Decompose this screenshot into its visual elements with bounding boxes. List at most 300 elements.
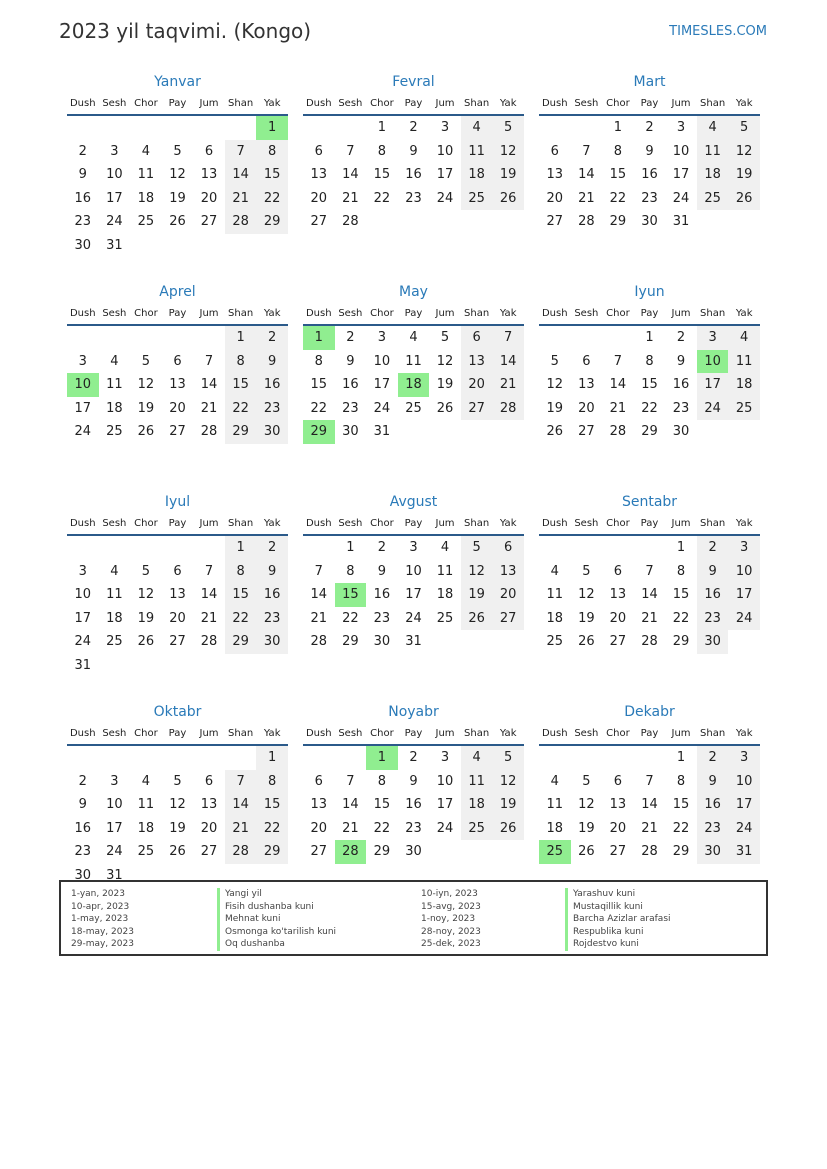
empty-cell — [492, 420, 524, 444]
weekday-label: Sesh — [574, 518, 599, 529]
day-cell: 6 — [550, 143, 559, 159]
weekday-label: Sesh — [574, 728, 599, 739]
empty-cell — [728, 210, 760, 234]
day-cell: 24 — [436, 190, 454, 206]
legend-col1-names — [217, 888, 336, 951]
legend-name: Rojdestvo kuni — [565, 938, 671, 951]
day-cell: 1 — [676, 540, 686, 555]
day-cell: 16 — [641, 167, 658, 183]
day-cell: 6 — [173, 563, 182, 579]
day-cell: 1 — [225, 326, 257, 350]
weekday-label: Yak — [499, 518, 517, 529]
calendar-grid — [67, 72, 760, 912]
day-cell: 23 — [256, 607, 288, 631]
day-cell: 3 — [78, 563, 87, 579]
weekday-label: Sesh — [102, 308, 127, 319]
day-cell: 29 — [641, 424, 658, 440]
empty-cell — [162, 654, 194, 678]
day-cell: 24 — [436, 820, 454, 836]
weekday-label: Shan — [700, 308, 726, 319]
day-cell: 18 — [697, 163, 729, 187]
day-cell: 28 — [342, 214, 359, 230]
day-cell: 6 — [582, 353, 591, 369]
empty-cell — [429, 420, 461, 444]
empty-cell — [193, 746, 225, 770]
weekday-label: Yak — [499, 308, 517, 319]
day-cell: 10 — [74, 587, 92, 603]
day-cell: 3 — [377, 330, 387, 345]
day-cell: 28 — [609, 424, 627, 440]
weekday-label: Sesh — [574, 308, 599, 319]
day-cell: 20 — [461, 373, 493, 397]
day-cell: 10 — [106, 797, 123, 813]
day-cell: 8 — [256, 770, 288, 794]
day-cell: 5 — [492, 116, 524, 140]
day-grid — [539, 116, 760, 234]
empty-cell — [398, 210, 430, 234]
day-cell: 2 — [676, 330, 686, 345]
weekday-label: Chor — [370, 518, 394, 529]
empty-cell — [539, 536, 571, 560]
day-cell: 30 — [405, 844, 422, 860]
weekday-label: Dush — [69, 98, 96, 109]
empty-cell — [130, 536, 162, 560]
weekday-label: Dush — [541, 308, 568, 319]
day-cell: 17 — [74, 610, 92, 626]
day-cell: 19 — [728, 163, 760, 187]
day-cell: 16 — [672, 377, 690, 393]
day-cell: 20 — [609, 820, 627, 836]
empty-cell — [225, 746, 257, 770]
day-cell: 20 — [546, 190, 564, 206]
day-cell: 13 — [546, 167, 564, 183]
day-cell: 15 — [256, 793, 288, 817]
day-cell: 11 — [106, 587, 123, 603]
day-cell: 31 — [106, 867, 123, 883]
day-cell: 23 — [697, 817, 729, 841]
day-cell: 14 — [641, 587, 658, 603]
day-cell: 15 — [672, 797, 690, 813]
legend-col2-dates — [421, 888, 481, 951]
day-cell: 10 — [373, 353, 391, 369]
weekday-label: Pay — [404, 98, 423, 109]
legend-date: 18-may, 2023 — [71, 926, 134, 937]
empty-cell — [492, 630, 524, 654]
day-cell: 27 — [169, 634, 186, 650]
day-cell: 15 — [256, 163, 288, 187]
day-cell: 10 — [728, 770, 760, 794]
day-cell: 17 — [697, 373, 729, 397]
weekday-label: Chor — [370, 728, 394, 739]
month-iyun — [539, 282, 760, 492]
empty-cell — [602, 536, 634, 560]
day-cell: 11 — [436, 563, 454, 579]
weekday-label: Dush — [541, 518, 568, 529]
weekday-label: Yak — [263, 308, 281, 319]
day-cell: 13 — [609, 587, 627, 603]
day-cell: 25 — [697, 187, 729, 211]
month-may — [303, 282, 524, 492]
weekday-label: Shan — [700, 98, 726, 109]
empty-cell — [461, 420, 493, 444]
day-cell: 26 — [728, 187, 760, 211]
legend-date: 15-avg, 2023 — [421, 901, 481, 912]
day-cell: 1 — [225, 536, 257, 560]
day-cell: 30 — [641, 214, 658, 230]
day-cell: 29 — [303, 420, 335, 444]
day-cell: 15 — [335, 583, 367, 607]
day-cell: 1 — [377, 120, 387, 135]
weekday-label: Jum — [199, 308, 219, 319]
day-cell: 7 — [645, 563, 654, 579]
day-cell: 10 — [672, 143, 690, 159]
day-cell: 8 — [613, 143, 623, 159]
day-cell: 9 — [409, 773, 418, 789]
day-cell: 7 — [346, 773, 355, 789]
day-cell: 10 — [697, 350, 729, 374]
day-cell: 15 — [225, 373, 257, 397]
month-aprel — [67, 282, 288, 492]
day-cell: 16 — [373, 587, 391, 603]
weekday-label: Pay — [168, 308, 187, 319]
empty-cell — [728, 630, 760, 654]
day-cell: 14 — [310, 587, 328, 603]
day-cell: 7 — [645, 773, 654, 789]
day-cell: 5 — [492, 746, 524, 770]
empty-cell — [130, 326, 162, 350]
day-cell: 1 — [256, 746, 288, 770]
day-cell: 4 — [461, 116, 493, 140]
day-cell: 4 — [409, 330, 418, 345]
day-cell: 20 — [578, 400, 595, 416]
empty-cell — [99, 746, 131, 770]
day-cell: 25 — [106, 424, 123, 440]
weekday-label: Shan — [464, 98, 490, 109]
day-cell: 27 — [546, 214, 564, 230]
weekday-label: Yak — [499, 728, 517, 739]
legend-col1-dates — [71, 888, 134, 951]
day-cell: 4 — [461, 746, 493, 770]
day-cell: 28 — [225, 840, 257, 864]
legend-name: Oq dushanba — [217, 938, 336, 951]
day-cell: 5 — [550, 353, 559, 369]
empty-cell — [303, 746, 335, 770]
day-cell: 2 — [256, 326, 288, 350]
empty-cell — [130, 234, 162, 258]
day-cell: 28 — [492, 397, 524, 421]
day-cell: 3 — [110, 143, 119, 159]
day-cell: 8 — [377, 773, 387, 789]
day-cell: 18 — [436, 587, 454, 603]
day-cell: 23 — [74, 214, 92, 230]
day-cell: 31 — [106, 237, 123, 253]
empty-cell — [429, 840, 461, 864]
day-cell: 22 — [641, 400, 658, 416]
day-cell: 2 — [377, 540, 387, 555]
month-sentabr — [539, 492, 760, 702]
day-cell: 17 — [728, 583, 760, 607]
day-cell: 24 — [697, 397, 729, 421]
day-cell: 18 — [137, 820, 155, 836]
weekday-label: Pay — [168, 728, 187, 739]
day-grid — [303, 326, 524, 444]
day-cell: 4 — [550, 773, 559, 789]
day-cell: 5 — [173, 143, 182, 159]
day-cell: 19 — [137, 400, 155, 416]
empty-cell — [67, 326, 99, 350]
weekday-label: Yak — [499, 98, 517, 109]
weekday-label: Jum — [435, 98, 455, 109]
day-cell: 21 — [225, 187, 257, 211]
day-cell: 10 — [728, 560, 760, 584]
day-cell: 26 — [492, 817, 524, 841]
day-cell: 5 — [141, 563, 151, 579]
day-cell: 14 — [578, 167, 595, 183]
legend-date: 10-iyn, 2023 — [421, 889, 478, 899]
day-grid — [303, 746, 524, 864]
day-cell: 23 — [672, 400, 690, 416]
day-cell: 7 — [492, 326, 524, 350]
day-cell: 9 — [377, 563, 387, 579]
day-cell: 20 — [310, 820, 328, 836]
day-cell: 3 — [697, 326, 729, 350]
day-cell: 21 — [578, 190, 595, 206]
brand-link[interactable]: TIMESLES.COM — [669, 24, 767, 39]
empty-cell — [130, 746, 162, 770]
day-cell: 14 — [342, 797, 359, 813]
month-title: Mart — [633, 74, 666, 90]
day-cell: 25 — [436, 610, 454, 626]
day-cell: 9 — [346, 353, 355, 369]
day-cell: 18 — [398, 373, 430, 397]
day-cell: 20 — [609, 610, 627, 626]
day-cell: 21 — [492, 373, 524, 397]
day-cell: 1 — [366, 746, 398, 770]
weekday-label: Dush — [305, 98, 332, 109]
day-grid — [67, 116, 288, 258]
day-cell: 21 — [609, 400, 627, 416]
month-title: Oktabr — [153, 704, 202, 720]
empty-cell — [225, 234, 257, 258]
legend-date: 1-may, 2023 — [71, 914, 129, 924]
weekday-label: Chor — [370, 98, 394, 109]
weekday-label: Chor — [134, 518, 158, 529]
weekday-label: Jum — [671, 728, 691, 739]
day-cell: 10 — [106, 167, 123, 183]
weekday-label: Dush — [305, 518, 332, 529]
weekday-label: Chor — [606, 518, 630, 529]
empty-cell — [67, 746, 99, 770]
weekday-label: Dush — [305, 728, 332, 739]
day-cell: 3 — [409, 540, 418, 555]
day-cell: 29 — [225, 420, 257, 444]
day-cell: 8 — [645, 353, 654, 369]
month-title: Dekabr — [624, 704, 675, 720]
day-cell: 13 — [461, 350, 493, 374]
weekday-label: Yak — [263, 518, 281, 529]
legend-date: 29-may, 2023 — [71, 939, 134, 949]
day-cell: 25 — [539, 840, 571, 864]
day-cell: 10 — [436, 773, 454, 789]
day-cell: 18 — [728, 373, 760, 397]
day-cell: 10 — [67, 373, 99, 397]
month-avgust — [303, 492, 524, 702]
empty-cell — [398, 420, 430, 444]
weekday-label: Sesh — [338, 518, 363, 529]
day-cell: 12 — [137, 377, 155, 393]
weekday-label: Jum — [199, 728, 219, 739]
weekday-label: Sesh — [102, 98, 127, 109]
day-cell: 14 — [641, 797, 658, 813]
empty-cell — [303, 116, 335, 140]
day-cell: 5 — [440, 330, 450, 345]
day-cell: 27 — [310, 214, 328, 230]
day-cell: 2 — [256, 536, 288, 560]
legend-date: 25-dek, 2023 — [421, 939, 481, 949]
day-cell: 12 — [169, 167, 186, 183]
day-cell: 9 — [697, 560, 729, 584]
weekday-label: Yak — [263, 728, 281, 739]
day-cell: 22 — [310, 400, 328, 416]
day-cell: 23 — [405, 820, 422, 836]
weekday-label: Chor — [606, 98, 630, 109]
legend-name: Yarashuv kuni — [565, 888, 671, 901]
empty-cell — [571, 326, 603, 350]
day-cell: 14 — [200, 587, 218, 603]
day-cell: 27 — [609, 844, 627, 860]
day-cell: 16 — [405, 797, 422, 813]
day-cell: 17 — [436, 167, 454, 183]
day-cell: 5 — [173, 773, 182, 789]
day-cell: 17 — [728, 793, 760, 817]
legend-col2-names — [565, 888, 671, 951]
weekday-label: Pay — [640, 728, 659, 739]
day-cell: 29 — [256, 210, 288, 234]
legend-name: Osmonga ko'tarilish kuni — [217, 926, 336, 939]
day-cell: 27 — [310, 844, 328, 860]
month-title: Iyul — [164, 494, 191, 510]
day-cell: 23 — [405, 190, 422, 206]
empty-cell — [130, 116, 162, 140]
month-title: Aprel — [159, 284, 196, 300]
weekday-label: Dush — [541, 98, 568, 109]
weekday-label: Jum — [435, 518, 455, 529]
empty-cell — [335, 746, 367, 770]
day-cell: 20 — [169, 610, 186, 626]
month-title: Iyun — [634, 284, 665, 300]
day-cell: 20 — [200, 820, 218, 836]
empty-cell — [602, 746, 634, 770]
weekday-label: Pay — [168, 518, 187, 529]
day-cell: 4 — [440, 540, 450, 555]
month-fevral — [303, 72, 524, 282]
day-cell: 21 — [225, 817, 257, 841]
day-cell: 26 — [546, 424, 564, 440]
weekday-label: Pay — [404, 518, 423, 529]
empty-cell — [303, 536, 335, 560]
weekday-header — [303, 302, 524, 326]
day-cell: 4 — [110, 563, 119, 579]
day-cell: 18 — [546, 610, 564, 626]
day-cell: 30 — [74, 237, 92, 253]
day-cell: 14 — [200, 377, 218, 393]
day-cell: 28 — [641, 634, 658, 650]
day-cell: 11 — [461, 140, 493, 164]
day-cell: 1 — [676, 750, 686, 765]
empty-cell — [99, 116, 131, 140]
day-cell: 25 — [137, 844, 155, 860]
weekday-label: Shan — [228, 98, 254, 109]
empty-cell — [728, 420, 760, 444]
day-cell: 8 — [314, 353, 323, 369]
day-cell: 6 — [492, 536, 524, 560]
weekday-label: Shan — [700, 518, 726, 529]
day-cell: 27 — [200, 214, 218, 230]
day-cell: 16 — [342, 377, 359, 393]
day-cell: 18 — [137, 190, 155, 206]
day-cell: 23 — [342, 400, 359, 416]
day-cell: 7 — [225, 140, 257, 164]
weekday-label: Sesh — [102, 728, 127, 739]
day-cell: 7 — [314, 563, 323, 579]
day-cell: 9 — [256, 350, 288, 374]
empty-cell — [193, 116, 225, 140]
day-cell: 7 — [204, 563, 214, 579]
day-cell: 29 — [373, 844, 391, 860]
day-cell: 13 — [200, 797, 218, 813]
day-cell: 26 — [169, 214, 186, 230]
day-cell: 7 — [225, 770, 257, 794]
day-cell: 30 — [672, 424, 690, 440]
day-cell: 16 — [74, 820, 92, 836]
legend-date: 1-noy, 2023 — [421, 914, 476, 924]
day-cell: 30 — [697, 630, 729, 654]
empty-cell — [162, 536, 194, 560]
month-title: Noyabr — [388, 704, 439, 720]
weekday-header — [303, 512, 524, 536]
empty-cell — [461, 840, 493, 864]
day-cell: 16 — [405, 167, 422, 183]
empty-cell — [335, 116, 367, 140]
day-cell: 26 — [578, 634, 595, 650]
day-cell: 9 — [78, 797, 87, 813]
empty-cell — [256, 654, 288, 678]
month-title: May — [399, 284, 428, 300]
day-cell: 26 — [461, 607, 493, 631]
day-cell: 14 — [342, 167, 359, 183]
weekday-label: Dush — [69, 728, 96, 739]
day-cell: 24 — [728, 817, 760, 841]
day-cell: 19 — [578, 820, 595, 836]
day-grid — [539, 746, 760, 864]
weekday-label: Chor — [134, 98, 158, 109]
day-cell: 11 — [106, 377, 123, 393]
day-cell: 28 — [578, 214, 595, 230]
day-cell: 15 — [672, 587, 690, 603]
day-cell: 11 — [461, 770, 493, 794]
empty-cell — [256, 234, 288, 258]
day-cell: 14 — [225, 793, 257, 817]
day-cell: 8 — [225, 350, 257, 374]
day-cell: 23 — [74, 844, 92, 860]
day-cell: 9 — [256, 560, 288, 584]
day-cell: 10 — [436, 143, 454, 159]
day-cell: 17 — [373, 377, 391, 393]
day-cell: 13 — [492, 560, 524, 584]
day-cell: 6 — [204, 143, 214, 159]
day-cell: 12 — [728, 140, 760, 164]
day-cell: 5 — [461, 536, 493, 560]
